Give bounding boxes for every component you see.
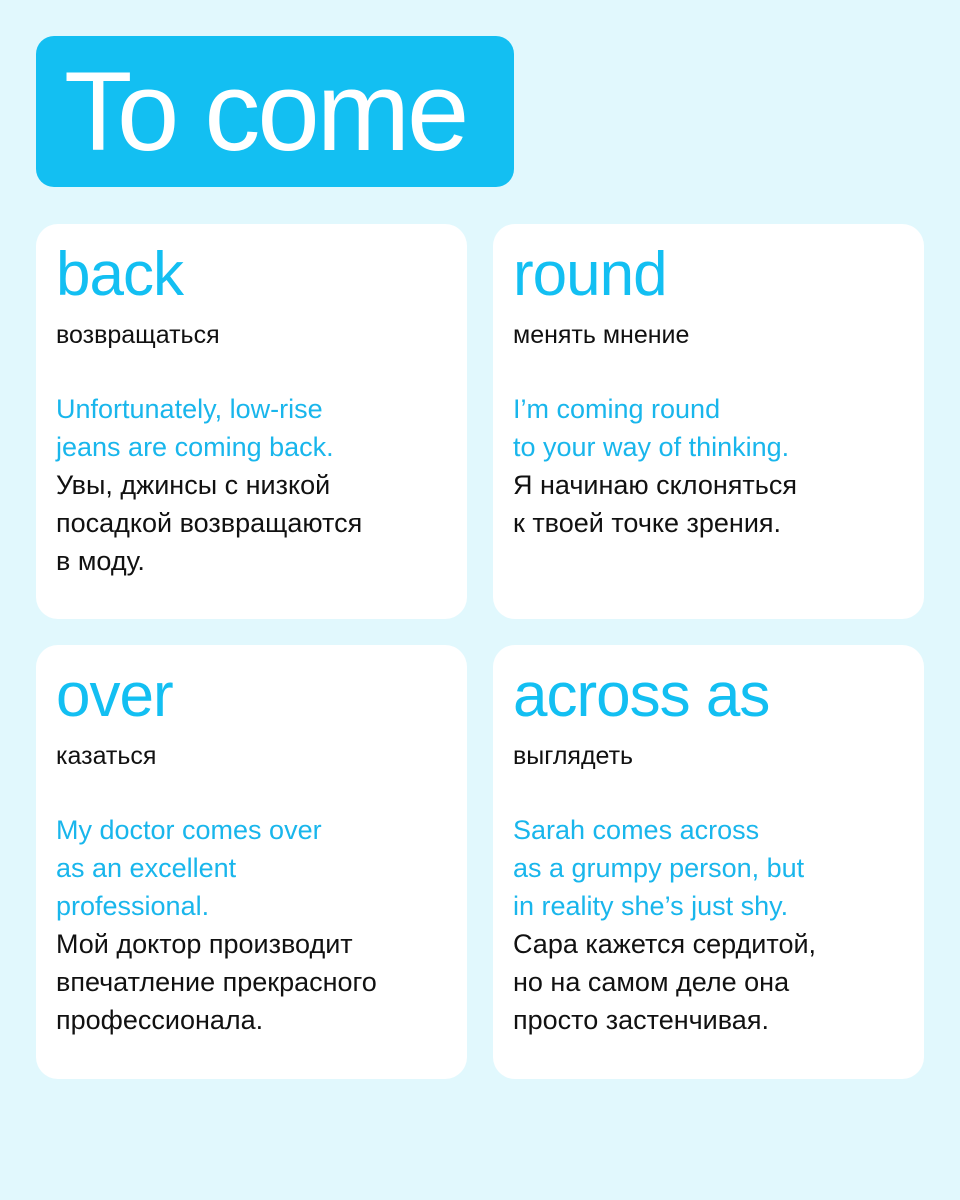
example-english: My doctor comes over as an excellent professional. (56, 815, 322, 921)
phrase-word: across as (513, 661, 770, 730)
example-russian: Я начинаю склоняться к твоей точке зрения. (513, 470, 797, 538)
example-russian: Увы, джинсы с низкой посадкой возвращаются в моду. (56, 470, 363, 576)
example-russian: Сара кажется сердитой, но на самом деле она просто застенчивая. (513, 929, 817, 1035)
phrase-card-across-as (493, 645, 924, 1079)
phrase-translation: менять мнение (513, 321, 690, 349)
title-banner (36, 36, 514, 187)
example-russian: Мой доктор производит впечатление прекрасного профессионала. (56, 929, 377, 1035)
example-english: Sarah comes across as a grumpy person, but in reality she’s just shy. (513, 815, 805, 921)
phrase-word: round (513, 240, 667, 309)
phrase-card-over (36, 645, 467, 1079)
phrase-word: back (56, 240, 183, 309)
phrase-word: over (56, 661, 173, 730)
phrase-card-back (36, 224, 467, 619)
phrase-card-round (493, 224, 924, 619)
example-english: Unfortunately, low-rise jeans are coming back. (56, 394, 334, 462)
phrase-translation: казаться (56, 742, 157, 770)
phrase-translation: возвращаться (56, 321, 220, 349)
example-english: I’m coming round to your way of thinking. (513, 394, 790, 462)
page-title: To come (64, 49, 467, 174)
phrase-translation: выглядеть (513, 742, 634, 770)
